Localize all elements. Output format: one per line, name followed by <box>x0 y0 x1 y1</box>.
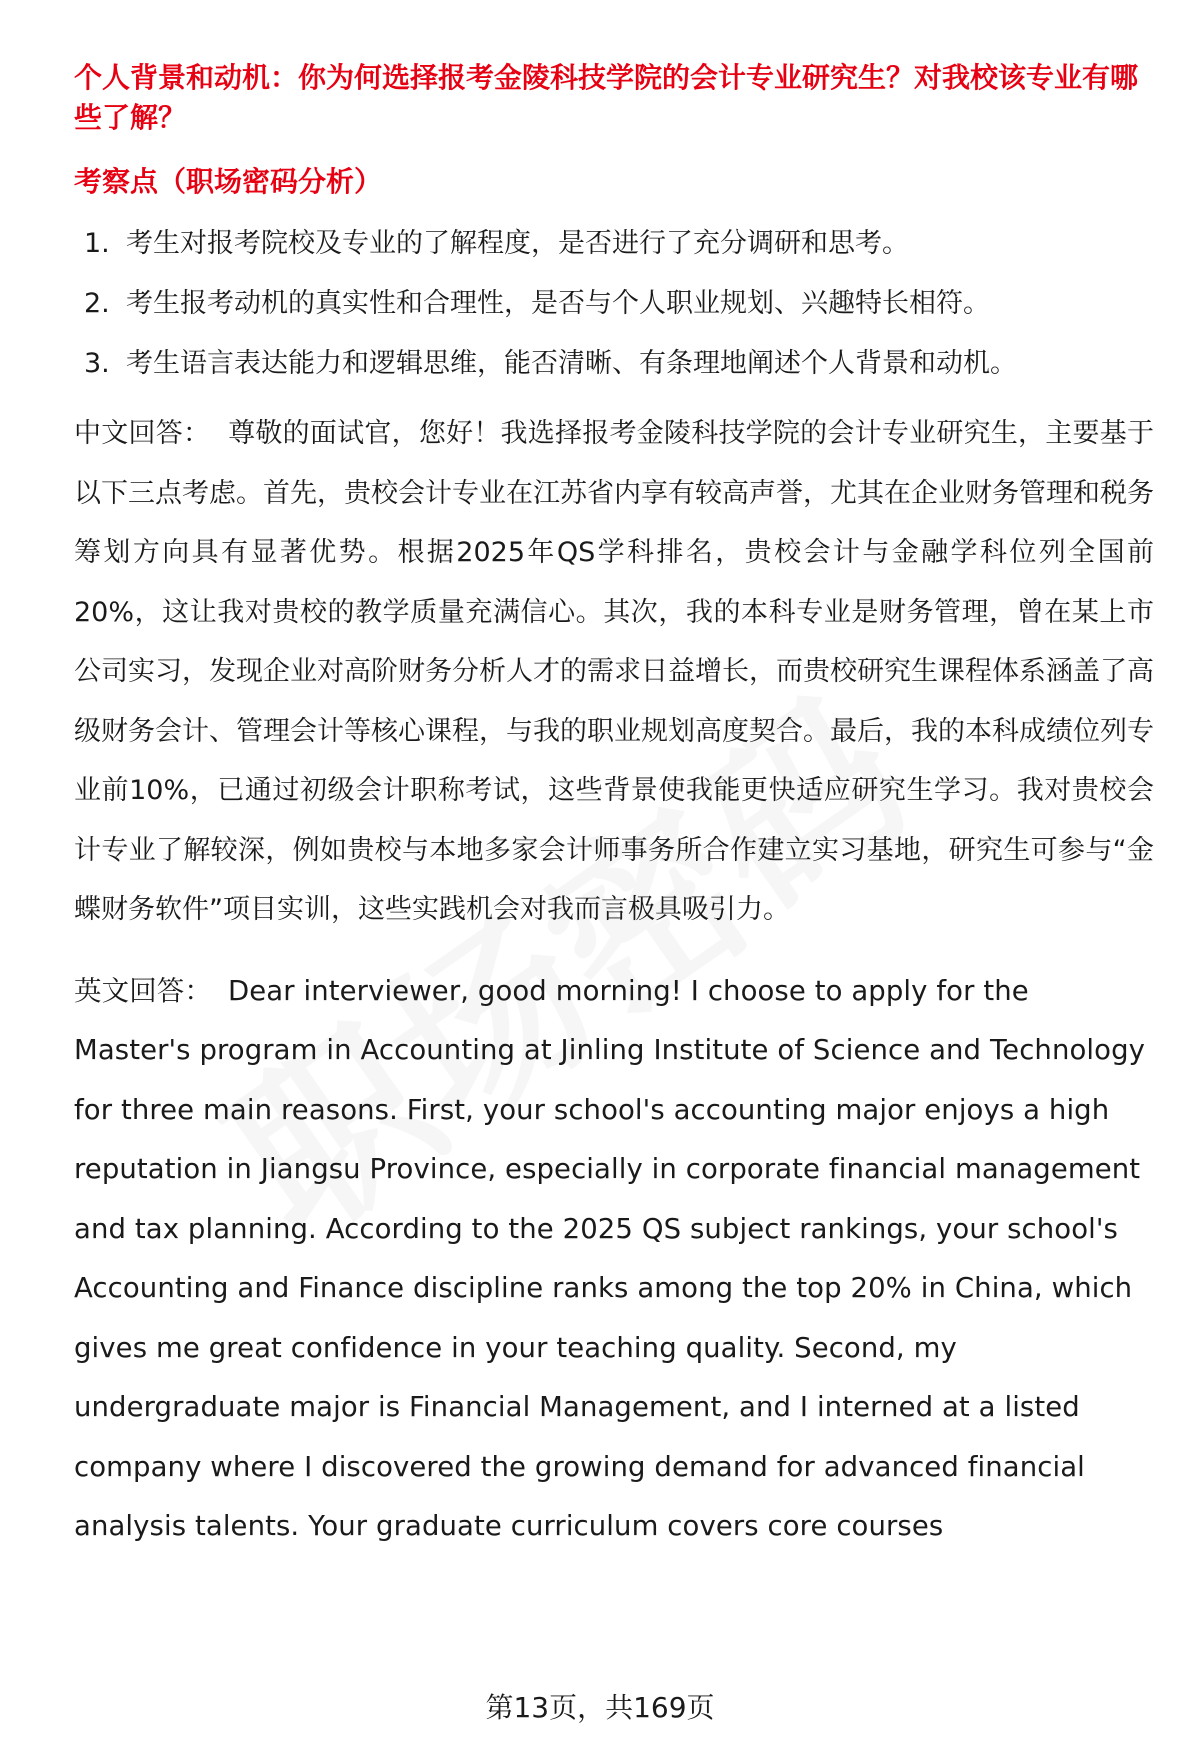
list-item-text: 考生报考动机的真实性和合理性，是否与个人职业规划、兴趣特长相符。 <box>126 288 990 319</box>
english-answer <box>74 962 1154 1557</box>
analysis-heading: 考察点（职场密码分析） <box>74 165 383 198</box>
list-item <box>74 284 1154 324</box>
list-item-text: 考生对报考院校及专业的了解程度，是否进行了充分调研和思考。 <box>126 228 909 259</box>
english-answer-label: 英文回答： <box>74 974 212 1007</box>
list-item <box>74 224 1154 264</box>
question-heading: 个人背景和动机：你为何选择报考金陵科技学院的会计专业研究生？对我校该专业有哪些了解？ <box>74 61 1139 134</box>
chinese-answer <box>74 404 1154 940</box>
english-answer-text: Dear interviewer, good morning! I choose to apply for the Master's program in Accounting at Jinling Institute of Science and Technology for three main reasons. First, your school's accounting major enjoys a high reputation in Jiangsu Province, especially in corporate financial management and tax planning. According to the 2025 QS subject rankings, your school's Accounting and Finance discipline ranks among the top 20% in China, which gives me great confidence in your teaching quality. Second, my undergraduate major is Financial Management, and I interned at a listed company where I discovered the growing demand for advanced financial analysis talents. Your graduate curriculum covers core courses <box>74 974 1146 1542</box>
list-item-number: 1. <box>84 228 110 259</box>
analysis-points-list <box>74 224 1154 384</box>
list-item-number: 3. <box>84 348 110 379</box>
page-content <box>74 58 1154 1557</box>
list-item-text: 考生语言表达能力和逻辑思维，能否清晰、有条理地阐述个人背景和动机。 <box>126 348 1017 379</box>
list-item <box>74 344 1154 384</box>
chinese-answer-text: 尊敬的面试官，您好！我选择报考金陵科技学院的会计专业研究生，主要基于以下三点考虑。首先，贵校会计专业在江苏省内享有较高声誉，尤其在企业财务管理和税务筹划方向具有显著优势。根据2025年QS学科排名，贵校会计与金融学科位列全国前20%，这让我对贵校的教学质量充满信心。其次，我的本科专业是财务管理，曾在某上市公司实习，发现企业对高阶财务分析人才的需求日益增长，而贵校研究生课程体系涵盖了高级财务会计、管理会计等核心课程，与我的职业规划高度契合。最后，我的本科成绩位列专业前10%，已通过初级会计职称考试，这些背景使我能更快适应研究生学习。我对贵校会计专业了解较深，例如贵校与本地多家会计师事务所合作建立实习基地，研究生可参与“金蝶财务软件”项目实训，这些实践机会对我而言极具吸引力。 <box>74 418 1155 925</box>
chinese-answer-label: 中文回答： <box>74 418 211 449</box>
page-number: 第13页，共169页 <box>485 1691 715 1724</box>
list-item-number: 2. <box>84 288 110 319</box>
